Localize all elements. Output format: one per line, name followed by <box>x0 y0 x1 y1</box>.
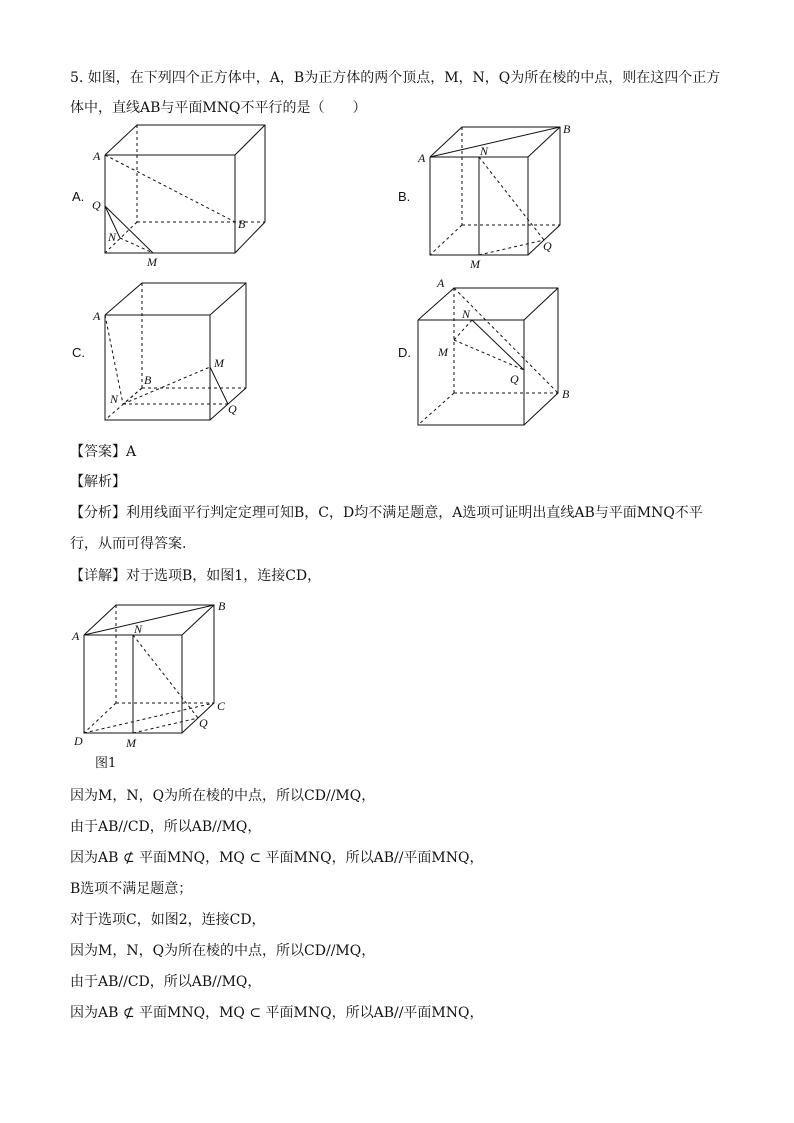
label-f1-C: C <box>217 699 226 713</box>
question-line-1: 5. 如图，在下列四个正方体中，A，B为正方体的两个顶点，M，N，Q为所在棱的中点，则在这四个正方 <box>70 70 721 86</box>
fenxi-text-1: 利用线面平行判定定理可知B，C，D均不满足题意，A选项可证明出直线AB与平面MNQ不平 <box>126 505 703 521</box>
label-b-N: N <box>480 144 489 158</box>
xiangjie-tag: 【详解】 <box>70 568 126 584</box>
label-a-B: B <box>238 217 246 231</box>
label-d-N: N <box>462 307 471 321</box>
label-c-B: B <box>144 373 152 387</box>
body-line: 因为AB ⊄ 平面MNQ，MQ ⊂ 平面MNQ，所以AB//平面MNQ， <box>70 850 484 866</box>
answer-value: A <box>126 444 137 460</box>
figure-1-caption: 图1 <box>95 756 117 771</box>
body-line: 因为AB ⊄ 平面MNQ，MQ ⊂ 平面MNQ，所以AB//平面MNQ， <box>70 1005 484 1021</box>
label-d-A: A <box>437 276 445 290</box>
label-c-Q: Q <box>228 402 237 416</box>
label-c-N: N <box>110 392 119 406</box>
label-f1-B: B <box>218 599 226 613</box>
label-d-Q: Q <box>510 372 519 386</box>
label-a-Q: Q <box>92 198 101 212</box>
label-a-N: N <box>108 230 117 244</box>
option-d-label: D. <box>398 345 411 360</box>
fenxi-line-2: 行，从而可得答案. <box>70 536 187 552</box>
label-d-M: M <box>438 345 448 359</box>
label-b-B: B <box>563 122 571 136</box>
label-c-A: A <box>93 309 101 323</box>
body-line: 因为M，N，Q为所在棱的中点，所以CD//MQ， <box>70 943 376 959</box>
label-f1-M: M <box>126 736 136 750</box>
body-line: 由于AB//CD，所以AB//MQ， <box>70 974 262 990</box>
question-line-2: 体中，直线AB与平面MNQ不平行的是（ ） <box>70 100 367 116</box>
xiangjie-text: 对于选项B，如图1，连接CD， <box>126 568 322 584</box>
label-a-M: M <box>147 255 157 269</box>
label-a-A: A <box>93 149 101 163</box>
body-line: B选项不满足题意； <box>70 881 193 897</box>
label-f1-N: N <box>134 622 143 636</box>
label-c-M: M <box>214 356 224 370</box>
answer-tag: 【答案】 <box>70 444 126 460</box>
label-d-B: B <box>562 387 570 401</box>
fenxi-tag: 【分析】 <box>70 505 126 521</box>
label-f1-Q: Q <box>199 716 208 730</box>
option-c-label: C. <box>72 345 85 360</box>
analysis-tag: 【解析】 <box>70 474 126 490</box>
label-b-Q: Q <box>543 239 552 253</box>
label-b-M: M <box>470 257 480 271</box>
option-a-label: A. <box>72 189 85 204</box>
body-line: 因为M，N，Q为所在棱的中点，所以CD//MQ， <box>70 788 376 804</box>
label-b-A: A <box>418 151 426 165</box>
label-f1-A: A <box>72 629 80 643</box>
option-b-label: B. <box>398 189 411 204</box>
body-line: 对于选项C，如图2，连接CD， <box>70 912 266 928</box>
label-f1-D: D <box>74 734 83 748</box>
body-line: 由于AB//CD，所以AB//MQ， <box>70 819 262 835</box>
